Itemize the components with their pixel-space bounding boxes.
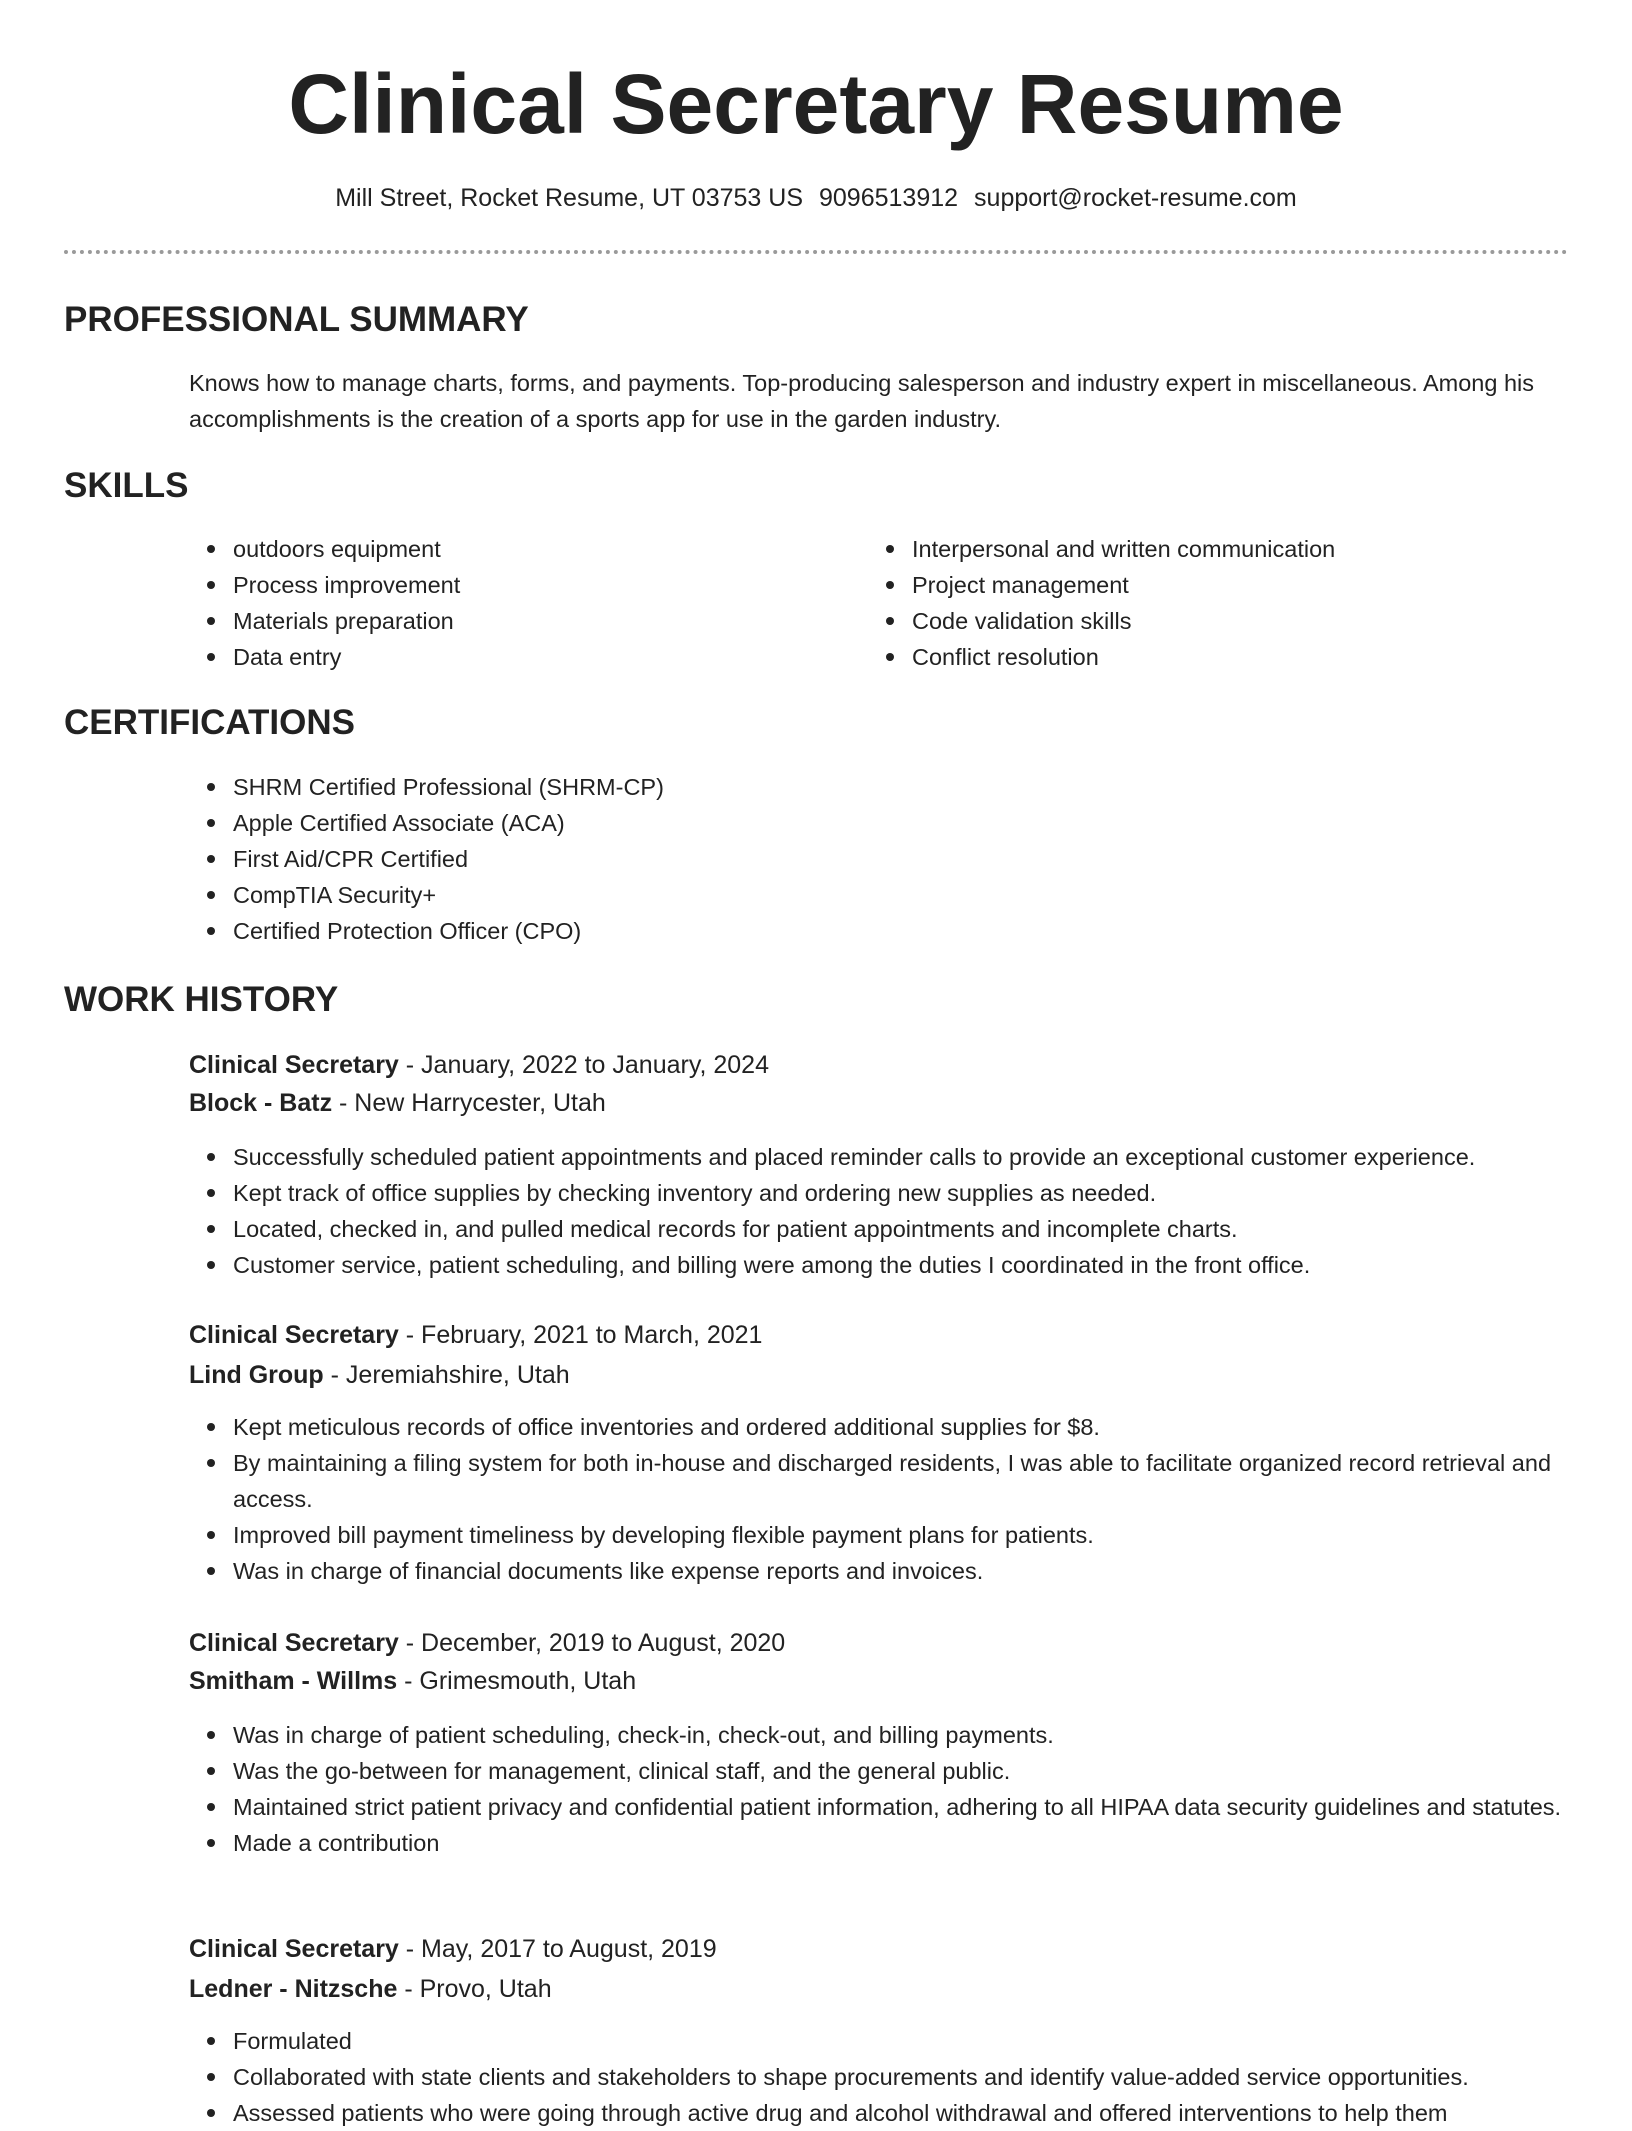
list-item: Project management (912, 567, 1592, 603)
certifications-list (189, 769, 1603, 949)
job-dates: - May, 2017 to August, 2019 (398, 1935, 717, 1963)
header-divider (64, 250, 1568, 254)
job-title-line (189, 1047, 769, 1083)
job-company: Lind Group (189, 1361, 324, 1389)
list-item: CompTIA Security+ (233, 877, 1603, 913)
list-item: Customer service, patient scheduling, and billing were among the duties I coordinated in the front office. (233, 1247, 1613, 1283)
job-role: Clinical Secretary (189, 1629, 399, 1657)
job-company-line (189, 1085, 606, 1121)
job-title-line (189, 1317, 762, 1353)
summary-text: Knows how to manage charts, forms, and payments. Top-producing salesperson and industry expert in miscellaneous. Among his accomplishments is the creation of a sports app for use in the garden industry. (189, 370, 1535, 432)
list-item: SHRM Certified Professional (SHRM-CP) (233, 769, 1603, 805)
resume-title: Clinical Secretary Resume (288, 57, 1344, 151)
section-title-certifications: CERTIFICATIONS (64, 703, 356, 742)
section-title-work-history: WORK HISTORY (64, 980, 339, 1019)
job-bullets (189, 2023, 1613, 2131)
job-location: - Grimesmouth, Utah (397, 1667, 637, 1695)
job-company-line (189, 1971, 552, 2007)
list-item: Data entry (233, 639, 853, 675)
contact-line (0, 180, 1632, 216)
list-item: Materials preparation (233, 603, 853, 639)
list-item: Maintained strict patient privacy and confidential patient information, adhering to all HIPAA data security guidelines and statutes. (233, 1789, 1613, 1825)
list-item: outdoors equipment (233, 531, 853, 567)
list-item: Apple Certified Associate (ACA) (233, 805, 1603, 841)
skills-list-right (868, 531, 1592, 675)
job-title-line (189, 1931, 717, 1967)
job-bullets (189, 1139, 1613, 1283)
job-role: Clinical Secretary (189, 1051, 399, 1079)
section-title-summary: PROFESSIONAL SUMMARY (64, 300, 529, 339)
list-item: First Aid/CPR Certified (233, 841, 1603, 877)
job-company: Block - Batz (189, 1089, 333, 1117)
job-company-line (189, 1663, 636, 1699)
list-item: Certified Protection Officer (CPO) (233, 913, 1603, 949)
contact-email[interactable]: support@rocket-resume.com (974, 184, 1297, 212)
job-title-line (189, 1625, 785, 1661)
job-dates: - January, 2022 to January, 2024 (398, 1051, 769, 1079)
job-location: - Jeremiahshire, Utah (323, 1361, 570, 1389)
list-item: Collaborated with state clients and stakeholders to shape procurements and identify value-added service opportunities. (233, 2059, 1613, 2095)
list-item: Improved bill payment timeliness by developing flexible payment plans for patients. (233, 1517, 1560, 1553)
job-company-line (189, 1357, 570, 1393)
list-item: Conflict resolution (912, 639, 1592, 675)
list-item: Formulated (233, 2023, 1613, 2059)
job-bullets (189, 1717, 1613, 1861)
list-item: Was in charge of patient scheduling, check-in, check-out, and billing payments. (233, 1717, 1613, 1753)
list-item: Kept meticulous records of office inventories and ordered additional supplies for $8. (233, 1409, 1560, 1445)
list-item: Was in charge of financial documents like expense reports and invoices. (233, 1553, 1560, 1589)
job-dates: - December, 2019 to August, 2020 (398, 1629, 786, 1657)
section-title-skills: SKILLS (64, 466, 189, 505)
job-location: - Provo, Utah (397, 1975, 552, 2003)
job-location: - New Harrycester, Utah (332, 1089, 606, 1117)
list-item: Code validation skills (912, 603, 1592, 639)
job-role: Clinical Secretary (189, 1321, 399, 1349)
job-dates: - February, 2021 to March, 2021 (398, 1321, 763, 1349)
contact-address: Mill Street, Rocket Resume, UT 03753 US (335, 184, 803, 212)
list-item: Assessed patients who were going through active drug and alcohol withdrawal and offered interventions to help them (233, 2095, 1613, 2131)
list-item: Process improvement (233, 567, 853, 603)
contact-phone: 9096513912 (819, 184, 959, 212)
job-company: Ledner - Nitzsche (189, 1975, 398, 2003)
skills-list-left (189, 531, 853, 675)
list-item: Made a contribution (233, 1825, 1613, 1861)
list-item: Was the go-between for management, clinical staff, and the general public. (233, 1753, 1613, 1789)
list-item: Successfully scheduled patient appointments and placed reminder calls to provide an exceptional customer experience. (233, 1139, 1613, 1175)
list-item: Kept track of office supplies by checking inventory and ordering new supplies as needed. (233, 1175, 1613, 1211)
list-item: Located, checked in, and pulled medical records for patient appointments and incomplete charts. (233, 1211, 1613, 1247)
list-item: By maintaining a filing system for both in-house and discharged residents, I was able to facilitate organized record retrieval and access. (233, 1445, 1560, 1517)
job-company: Smitham - Willms (189, 1667, 398, 1695)
list-item: Interpersonal and written communication (912, 531, 1592, 567)
job-bullets (189, 1409, 1560, 1589)
job-role: Clinical Secretary (189, 1935, 399, 1963)
